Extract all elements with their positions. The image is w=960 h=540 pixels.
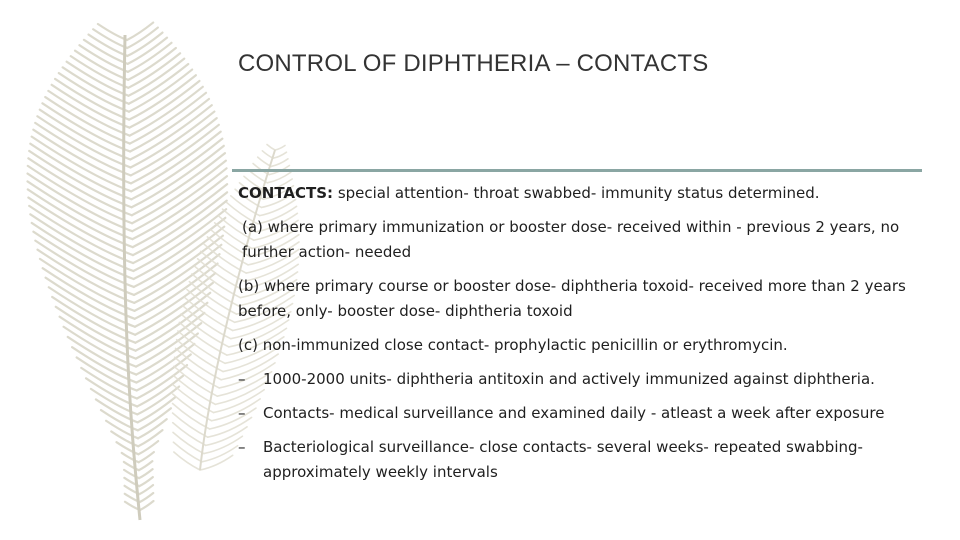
paragraph-a: (a) where primary immunization or booster dose- received within - previous 2 years, no further action- needed [242,218,900,261]
bullet-dash: – [238,404,246,422]
list-item [238,401,908,426]
bullet-dash: – [238,370,246,388]
intro-text: special attention- throat swabbed- immunity status determined. [333,184,820,202]
bullet-text: Contacts- medical surveillance and examined daily - atleast a week after exposure [263,404,885,422]
slide-body [238,181,908,494]
intro-lead: CONTACTS: [238,184,334,202]
bullet-dash: – [238,438,246,456]
paragraph-c: (c) non-immunized close contact- prophylactic penicillin or erythromycin. [238,336,788,354]
paragraph-b: (b) where primary course or booster dose- diphtheria toxoid- received more than 2 years before, only- booster dose- diphtheria toxoid [238,277,906,320]
intro-paragraph [238,181,908,206]
list-item [238,367,908,392]
list-item [238,435,908,485]
title-divider [232,169,922,172]
bullet-text: 1000-2000 units- diphtheria antitoxin and actively immunized against diphtheria. [263,370,875,388]
page-title: CONTROL OF DIPHTHERIA – CONTACTS [238,50,709,77]
bullet-text: Bacteriological surveillance- close contacts- several weeks- repeated swabbing- approximately weekly intervals [263,438,863,481]
